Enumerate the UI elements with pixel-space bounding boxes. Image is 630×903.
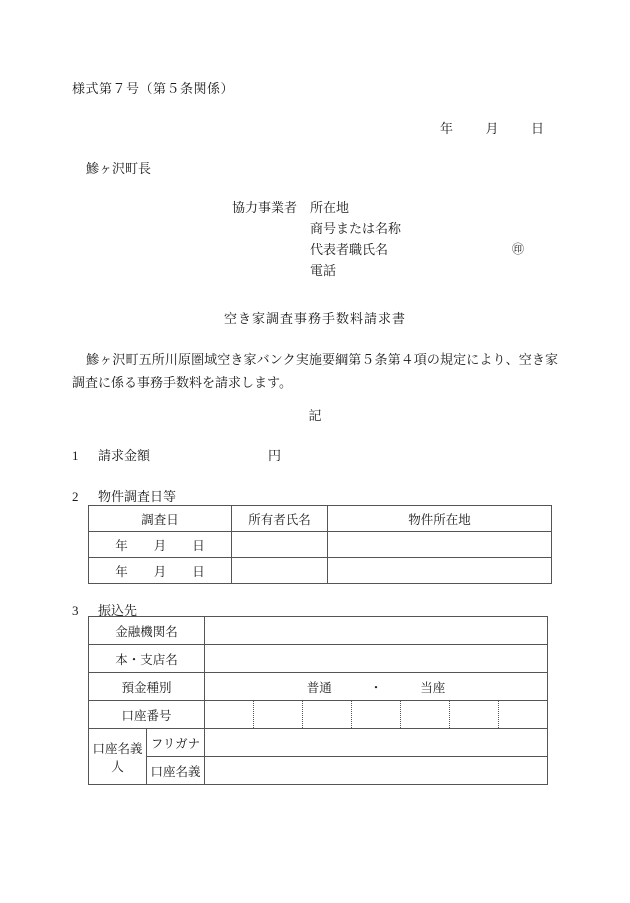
applicant-location-label: 所在地: [310, 200, 350, 215]
table-row-account-number: [89, 701, 548, 729]
account-digit-box[interactable]: [254, 701, 303, 728]
item-3-label: 振込先: [98, 603, 138, 618]
table-row-holder-kana: [89, 729, 548, 757]
account-digit-box[interactable]: [499, 701, 547, 728]
applicant-row-representative: [232, 239, 525, 260]
cell-owner-name-2[interactable]: [232, 558, 328, 584]
cell-property-address-1[interactable]: [328, 532, 552, 558]
date-day-label: 日: [531, 121, 545, 136]
label-holder-kana: フリガナ: [147, 729, 205, 757]
applicant-representative-label: 代表者職氏名: [310, 242, 389, 257]
date-month-label: 月: [153, 564, 167, 579]
cell-account-type[interactable]: [205, 673, 548, 701]
cell-owner-name-1[interactable]: [232, 532, 328, 558]
applicant-group-label: 協力事業者: [232, 200, 298, 215]
table-row: [89, 532, 552, 558]
form-number: 様式第７号（第５条関係）: [72, 81, 235, 96]
date-month-label: 月: [153, 538, 167, 553]
item-1-number: 1: [72, 448, 79, 463]
bank-transfer-table: [88, 616, 548, 785]
item-3-number: 3: [72, 603, 79, 618]
date-day-label: 日: [192, 538, 205, 553]
ki-marker: 記: [308, 408, 322, 423]
account-type-separator: ・: [369, 680, 383, 695]
account-digit-box[interactable]: [450, 701, 499, 728]
cell-financial-institution[interactable]: [205, 617, 548, 645]
account-digit-box[interactable]: [352, 701, 401, 728]
item-2-number: 2: [72, 489, 79, 504]
cell-account-number[interactable]: [205, 701, 548, 729]
account-number-digit-boxes: [205, 701, 547, 728]
item-1-label: 請求金額: [98, 448, 151, 463]
body-paragraph-text: 鰺ヶ沢町五所川原圏域空き家バンク実施要綱第５条第４項の規定により、空き家調査に係る事務手数料を請求します。: [72, 352, 558, 390]
cell-branch-name[interactable]: [205, 645, 548, 673]
column-header-property-address: 物件所在地: [328, 506, 552, 532]
item-2-label: 物件調査日等: [98, 489, 177, 504]
account-digit-box[interactable]: [205, 701, 254, 728]
date-year-label: 年: [115, 538, 128, 553]
date-line: [440, 118, 544, 137]
label-financial-institution: 金融機関名: [89, 617, 205, 645]
date-month-label: 月: [485, 121, 499, 136]
label-account-number: 口座番号: [89, 701, 205, 729]
table-row-branch: [89, 645, 548, 673]
table-header-row: [89, 506, 552, 532]
applicant-row-location: [232, 197, 401, 218]
cell-property-address-2[interactable]: [328, 558, 552, 584]
cell-survey-date-1[interactable]: [89, 532, 232, 558]
label-account-holder: 口座名義人: [89, 729, 147, 785]
addressee: 鰺ヶ沢町長: [86, 161, 152, 176]
cell-holder-kana[interactable]: [205, 729, 548, 757]
item-1-unit: 円: [268, 448, 282, 463]
applicant-row-company-name: [232, 218, 401, 239]
cell-holder-name[interactable]: [205, 757, 548, 785]
item-1-amount: [72, 445, 281, 464]
label-holder-name: 口座名義: [147, 757, 205, 785]
table-row-institution: [89, 617, 548, 645]
label-account-type: 預金種別: [89, 673, 205, 701]
table-row-account-type: [89, 673, 548, 701]
account-digit-box[interactable]: [303, 701, 352, 728]
account-type-option-futsu[interactable]: 普通: [306, 680, 332, 695]
account-digit-box[interactable]: [401, 701, 450, 728]
date-day-label: 日: [192, 564, 205, 579]
body-paragraph: [72, 348, 558, 394]
table-row: [89, 558, 552, 584]
survey-table: [88, 505, 552, 584]
date-year-label: 年: [440, 121, 454, 136]
page-title: 空き家調査事務手数料請求書: [223, 311, 406, 326]
table-row-holder-name: [89, 757, 548, 785]
applicant-company-name-label: 商号または名称: [310, 221, 402, 236]
applicant-block: [232, 197, 525, 281]
date-year-label: 年: [115, 564, 128, 579]
applicant-phone-label: 電話: [310, 263, 337, 278]
seal-icon: ㊞: [512, 242, 525, 256]
column-header-survey-date: 調査日: [89, 506, 232, 532]
column-header-owner-name: 所有者氏名: [232, 506, 328, 532]
label-branch-name: 本・支店名: [89, 645, 205, 673]
applicant-row-phone: [232, 260, 401, 281]
item-2-heading: [72, 486, 176, 505]
cell-survey-date-2[interactable]: [89, 558, 232, 584]
account-type-option-toza[interactable]: 当座: [420, 680, 446, 695]
